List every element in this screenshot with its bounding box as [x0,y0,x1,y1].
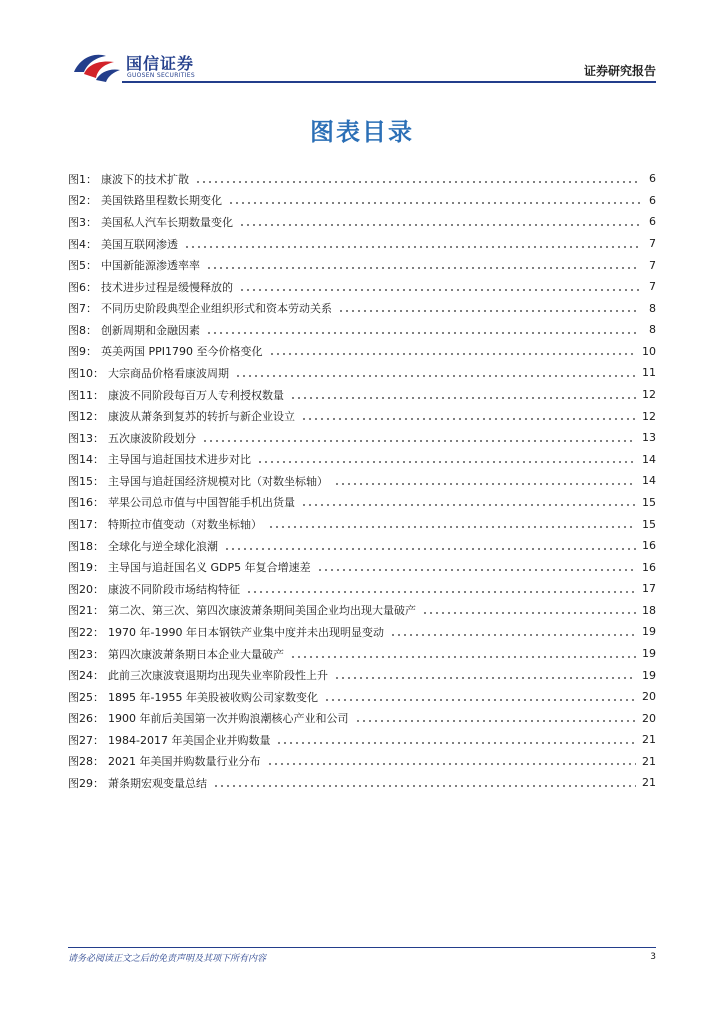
page-title: 图表目录 [310,118,414,146]
toc-entry-page: 6 [649,172,656,186]
toc-entry-title: 1895 年-1955 年美股被收购公司家数变化 [108,690,318,704]
toc-entry[interactable] [68,664,656,686]
toc-entry-title: 创新周期和金融因素 [101,323,200,337]
toc-entry-title: 萧条期宏观变量总结 [108,776,207,790]
toc-entry-title: 康波下的技术扩散 [101,172,189,186]
toc-entry[interactable] [68,190,656,212]
toc-dot-leader [268,526,636,528]
toc-dot-leader [317,569,636,571]
toc-entry-title: 2021 年美国并购数量行业分布 [108,755,261,769]
toc-dot-leader [224,548,636,550]
toc-entry-title: 英美两国 PPI1790 至今价格变化 [101,345,263,359]
toc-entry-title: 第四次康波萧条期日本企业大量破产 [108,647,284,661]
report-type: 证券研究报告 [583,64,656,78]
toc-entry[interactable] [68,427,656,449]
toc-dot-leader [269,353,637,355]
logo-chinese-name: 国信证券 [126,54,195,73]
guosen-logo-icon [70,50,124,84]
toc-entry-title: 全球化与逆全球化浪潮 [108,539,218,553]
toc-entry[interactable] [68,600,656,622]
toc-entry-page: 20 [642,690,656,704]
toc-entry[interactable] [68,621,656,643]
toc-entry-label: 图7： [68,302,97,316]
toc-entry-title: 特斯拉市值变动（对数坐标轴） [108,518,262,532]
toc-dot-leader [301,504,636,506]
toc-entry[interactable] [68,297,656,319]
toc-entry-title: 美国互联网渗透 [101,237,178,251]
toc-entry[interactable] [68,535,656,557]
toc-entry-label: 图14： [68,453,104,467]
toc-entry-title: 1970 年-1990 年日本钢铁产业集中度并未出现明显变动 [108,625,384,639]
toc-entry-page: 10 [642,344,656,358]
footer-disclaimer: 请务必阅读正文之后的免责声明及其项下所有内容 [68,954,267,964]
toc-entry-page: 19 [642,668,656,682]
toc-entry-label: 图29： [68,776,104,790]
toc-entry-page: 6 [649,193,656,207]
toc-entry-title: 美国私人汽车长期数量变化 [101,215,233,229]
toc-entry-page: 7 [649,237,656,251]
toc-entry-page: 11 [642,366,656,380]
toc-entry[interactable] [68,578,656,600]
toc-entry-title: 不同历史阶段典型企业组织形式和资本劳动关系 [101,302,332,316]
toc-entry-page: 13 [642,431,656,445]
toc-entry[interactable] [68,233,656,255]
toc-entry-label: 图1： [68,172,97,186]
toc-dot-leader [355,720,637,722]
toc-entry[interactable] [68,362,656,384]
toc-entry-label: 图21： [68,604,104,618]
toc-entry[interactable] [68,772,656,794]
toc-dot-leader [195,181,640,183]
toc-entry-page: 8 [649,301,656,315]
toc-entry-page: 12 [642,409,656,423]
toc-entry-page: 20 [642,711,656,725]
toc-entry-page: 21 [642,754,656,768]
toc-entry[interactable] [68,405,656,427]
toc-entry[interactable] [68,729,656,751]
toc-dot-leader [246,591,636,593]
toc-dot-leader [324,699,636,701]
toc-entry-label: 图6： [68,280,97,294]
toc-entry-page: 15 [642,495,656,509]
toc-entry-label: 图13： [68,431,104,445]
toc-entry-label: 图15： [68,474,104,488]
toc-entry-label: 图11： [68,388,104,402]
toc-dot-leader [213,785,636,787]
toc-dot-leader [290,397,636,399]
toc-entry-label: 图22： [68,625,104,639]
toc-entry[interactable] [68,211,656,233]
toc-entry-label: 图17： [68,518,104,532]
toc-dot-leader [338,310,640,312]
logo-english-name: GUOSEN SECURITIES [127,72,196,79]
toc-entry-title: 技术进步过程是缓慢释放的 [101,280,233,294]
toc-entry-title: 康波不同阶段市场结构特征 [108,582,240,596]
toc-entry-title: 主导国与追赶国名义 GDP5 年复合增速差 [108,561,311,575]
toc-entry-label: 图27： [68,733,104,747]
toc-entry-page: 18 [642,603,656,617]
toc-entry-label: 图16： [68,496,104,510]
toc-dot-leader [184,246,640,248]
toc-entry-title: 1984-2017 年美国企业并购数量 [108,733,271,747]
toc-entry[interactable] [68,449,656,471]
toc-entry-page: 16 [642,560,656,574]
toc-entry-page: 12 [642,388,656,402]
toc-entry[interactable] [68,492,656,514]
page-number: 3 [650,952,656,962]
toc-entry-page: 7 [649,280,656,294]
toc-dot-leader [290,656,636,658]
toc-entry-title: 康波不同阶段每百万人专利授权数量 [108,388,284,402]
toc-entry-title: 第二次、第三次、第四次康波萧条期间美国企业均出现大量破产 [108,604,416,618]
toc-entry-label: 图24： [68,669,104,683]
toc-entry[interactable] [68,686,656,708]
toc-entry-title: 苹果公司总市值与中国智能手机出货量 [108,496,295,510]
toc-entry-page: 21 [642,776,656,790]
toc-entry[interactable] [68,707,656,729]
toc-dot-leader [206,267,640,269]
toc-entry-page: 17 [642,582,656,596]
toc-dot-leader [334,677,636,679]
toc-dot-leader [228,202,640,204]
header-divider [122,81,656,83]
toc-entry-page: 6 [649,215,656,229]
toc-entry-title: 美国铁路里程数长期变化 [101,194,222,208]
toc-dot-leader [239,224,640,226]
toc-entry-label: 图12： [68,410,104,424]
toc-entry-label: 图3： [68,215,97,229]
toc-entry-label: 图18： [68,539,104,553]
toc-entry-label: 图10： [68,366,104,380]
table-of-figures [68,168,656,794]
toc-dot-leader [257,461,636,463]
toc-entry[interactable] [68,751,656,773]
toc-entry-page: 7 [649,258,656,272]
toc-entry-title: 五次康波阶段划分 [108,431,196,445]
toc-entry-label: 图8： [68,323,97,337]
toc-entry[interactable] [68,556,656,578]
toc-entry[interactable] [68,384,656,406]
toc-entry-page: 19 [642,647,656,660]
toc-entry-title: 中国新能源渗透率率 [101,259,200,273]
toc-entry-page: 15 [642,517,656,531]
toc-entry-label: 图5： [68,259,97,273]
toc-dot-leader [235,375,636,377]
toc-dot-leader [422,612,636,614]
toc-entry-label: 图26： [68,712,104,726]
toc-entry-title: 大宗商品价格看康波周期 [108,366,229,380]
toc-entry-label: 图9： [68,345,97,359]
footer-divider [68,947,656,948]
toc-entry-page: 21 [642,733,656,747]
toc-entry-label: 图25： [68,690,104,704]
toc-entry-label: 图2： [68,194,97,208]
toc-entry[interactable] [68,341,656,363]
toc-entry-label: 图20： [68,582,104,596]
guosen-logo [70,50,200,84]
toc-entry[interactable] [68,276,656,298]
toc-entry-label: 图4： [68,237,97,251]
toc-entry[interactable] [68,513,656,535]
toc-dot-leader [202,440,636,442]
toc-dot-leader [239,289,640,291]
toc-entry[interactable] [68,470,656,492]
toc-entry-label: 图28： [68,755,104,769]
toc-dot-leader [276,742,636,744]
toc-dot-leader [267,763,637,765]
toc-entry-page: 8 [649,323,656,337]
toc-entry-label: 图23： [68,647,104,661]
toc-entry-label: 图19： [68,561,104,575]
toc-entry-title: 主导国与追赶国经济规模对比（对数坐标轴） [108,474,328,488]
toc-entry[interactable] [68,168,656,190]
toc-entry-title: 主导国与追赶国技术进步对比 [108,453,251,467]
toc-entry[interactable] [68,319,656,341]
toc-entry-page: 16 [642,539,656,553]
toc-entry-title: 康波从萧条到复苏的转折与新企业设立 [108,410,295,424]
toc-entry-page: 19 [642,625,656,639]
page-header [0,0,724,90]
toc-dot-leader [206,332,640,334]
toc-dot-leader [334,483,636,485]
toc-entry-title: 1900 年前后美国第一次并购浪潮核心产业和公司 [108,712,349,726]
toc-dot-leader [301,418,636,420]
toc-entry[interactable] [68,254,656,276]
toc-entry-page: 14 [642,474,656,488]
toc-entry[interactable] [68,643,656,665]
toc-entry-title: 此前三次康波衰退期均出现失业率阶段性上升 [108,669,328,683]
toc-dot-leader [390,634,636,636]
toc-entry-page: 14 [642,452,656,466]
